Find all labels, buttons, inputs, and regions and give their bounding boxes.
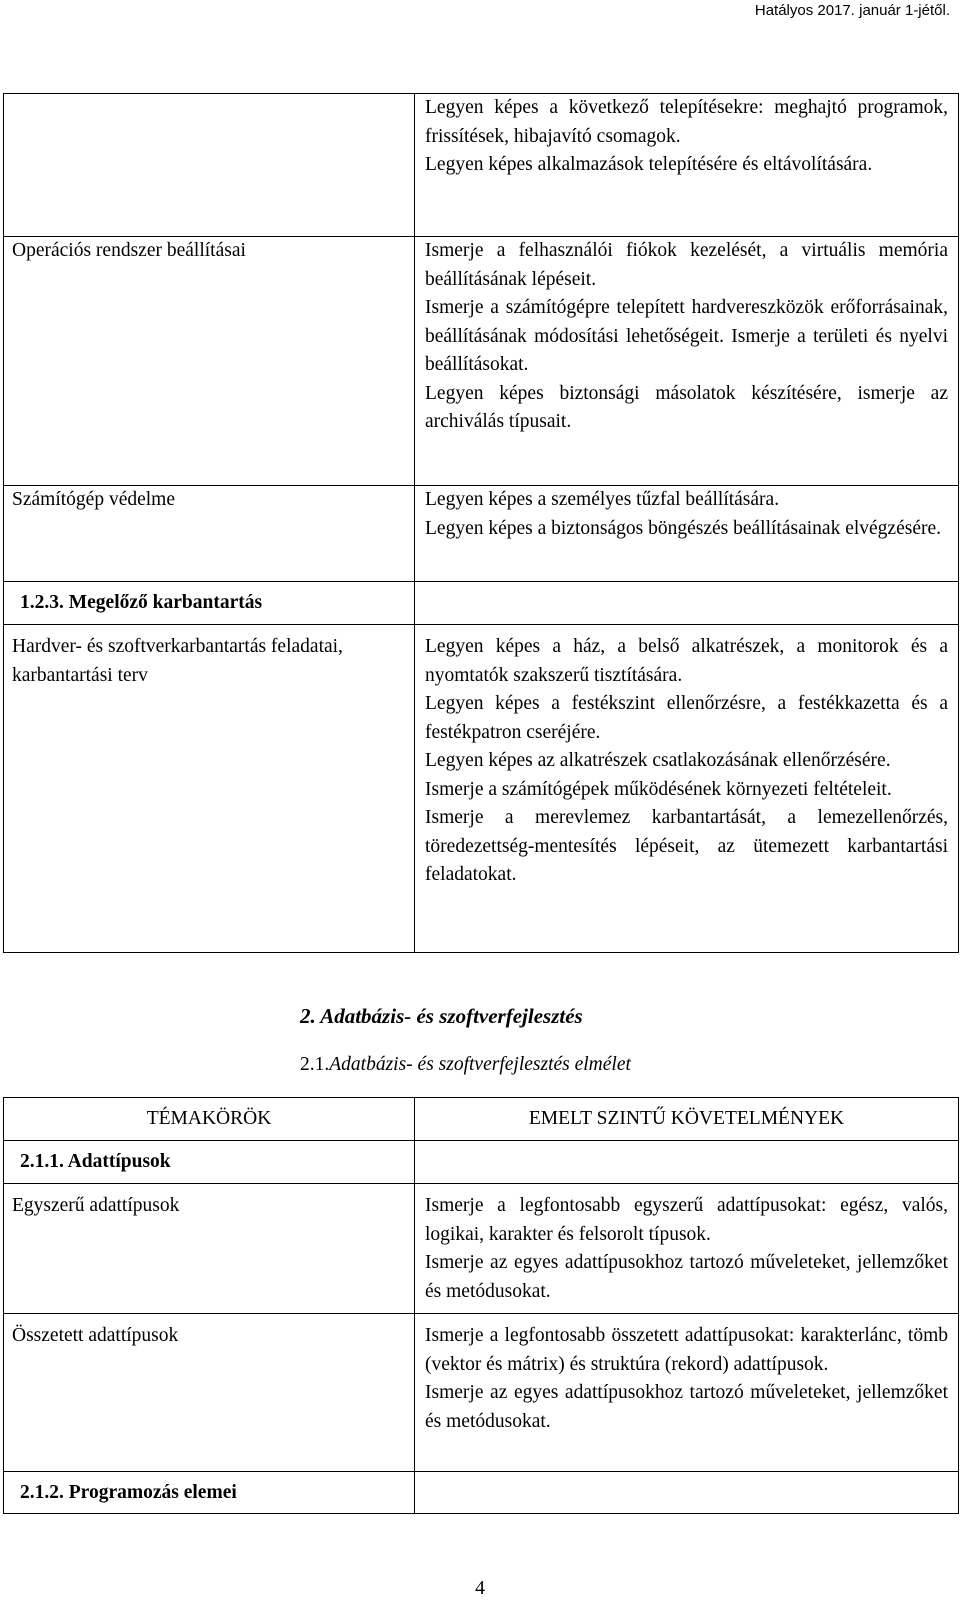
- requirement-text: Legyen képes a következő telepítésekre: meghajtó programok, frissítések, hibajavító csomagok.: [425, 97, 948, 147]
- requirement-cell: [415, 1314, 959, 1472]
- section-heading: [4, 1141, 415, 1184]
- requirement-text: Ismerje a legfontosabb egyszerű adattípusokat: egész, valós, logikai, karakter és felsorolt típusok.: [425, 1195, 948, 1245]
- empty-cell: [415, 1141, 959, 1184]
- table-row: [4, 94, 959, 237]
- chapter-title: 2. Adatbázis- és szoftverfejlesztés: [300, 1004, 583, 1028]
- empty-cell: [415, 582, 959, 625]
- chapter-subtitle: [300, 1054, 631, 1076]
- section-row: [4, 1472, 959, 1514]
- table-row: [4, 486, 959, 582]
- topic-cell: Számítógép védelme: [4, 486, 415, 582]
- table-row: [4, 1314, 959, 1472]
- requirement-text: Ismerje az egyes adattípusokhoz tartozó műveleteket, jellemzőket és metódusokat.: [425, 1252, 948, 1302]
- table-row: [4, 1098, 959, 1141]
- topic-cell: Operációs rendszer beállításai: [4, 237, 415, 486]
- topic-cell: Összetett adattípusok: [4, 1314, 415, 1472]
- requirements-table-2: [3, 1097, 959, 1514]
- table-row: [4, 625, 959, 953]
- topic-cell: Hardver- és szoftverkarbantartás feladatai, karbantartási terv: [4, 625, 415, 953]
- requirement-cell: [415, 237, 959, 486]
- requirement-text: Ismerje az egyes adattípusokhoz tartozó műveleteket, jellemzőket és metódusokat.: [425, 1382, 948, 1432]
- requirement-text: Legyen képes alkalmazások telepítésére és eltávolítására.: [425, 154, 873, 175]
- requirement-text: Legyen képes a személyes tűzfal beállítására.: [425, 489, 780, 510]
- section-heading: [4, 582, 415, 625]
- section-row: [4, 582, 959, 625]
- requirement-text: Legyen képes a biztonságos böngészés beállításainak elvégzésére.: [425, 517, 941, 539]
- requirements-table-1: [3, 93, 959, 953]
- section-heading-text: 2.1.2. Programozás elemei: [20, 1481, 237, 1503]
- column-header-requirements: EMELT SZINTŰ KÖVETELMÉNYEK: [415, 1098, 959, 1141]
- subtitle-number: 2.1.: [300, 1054, 330, 1075]
- empty-cell: [415, 1472, 959, 1514]
- requirement-text: Ismerje a számítógépre telepített hardvereszközök erőforrásainak, beállításának módosítási lehetőségeit. Ismerje a területi és nyelvi beállításokat.: [425, 297, 948, 375]
- requirement-cell: [415, 486, 959, 582]
- requirement-text: Legyen képes az alkatrészek csatlakozásának ellenőrzésére.: [425, 750, 891, 771]
- topic-cell: Egyszerű adattípusok: [4, 1184, 415, 1314]
- column-header-topics: TÉMAKÖRÖK: [4, 1098, 415, 1141]
- requirement-text: Legyen képes biztonsági másolatok készítésére, ismerje az archiválás típusait.: [425, 382, 948, 432]
- requirement-text: Legyen képes a festékszint ellenőrzésre, a festékkazetta és a festékpatron cseréjére.: [425, 693, 948, 743]
- requirement-cell: [415, 1184, 959, 1314]
- table-row: [4, 237, 959, 486]
- section-heading: [4, 1472, 415, 1514]
- requirement-cell: [415, 94, 959, 237]
- section-row: [4, 1141, 959, 1184]
- requirement-text: Ismerje a legfontosabb összetett adattípusokat: karakterlánc, tömb (vektor és mátrix) és struktúra (rekord) adattípusok.: [425, 1325, 948, 1375]
- table-row: [4, 1184, 959, 1314]
- requirement-text: Ismerje a felhasználói fiókok kezelését, a virtuális memória beállításának lépéseit.: [425, 240, 948, 290]
- subtitle-text: Adatbázis- és szoftverfejlesztés elmélet: [329, 1054, 631, 1075]
- page-number: 4: [475, 1577, 485, 1599]
- requirement-text: Ismerje a számítógépek működésének környezeti feltételeit.: [425, 778, 892, 800]
- requirement-text: Ismerje a merevlemez karbantartását, a lemezellenőrzés, töredezettség-mentesítés lépéseit, az ütemezett karbantartási feladatokat.: [425, 807, 948, 885]
- topic-cell: [4, 94, 415, 237]
- requirement-text: Legyen képes a ház, a belső alkatrészek, a monitorok és a nyomtatók szakszerű tisztítására.: [425, 636, 948, 686]
- section-heading-text: 2.1.1. Adattípusok: [20, 1151, 171, 1173]
- validity-header: Hatályos 2017. január 1-jétől.: [754, 2, 950, 19]
- section-heading-text: 1.2.3. Megelőző karbantartás: [20, 592, 263, 614]
- requirement-cell: [415, 625, 959, 953]
